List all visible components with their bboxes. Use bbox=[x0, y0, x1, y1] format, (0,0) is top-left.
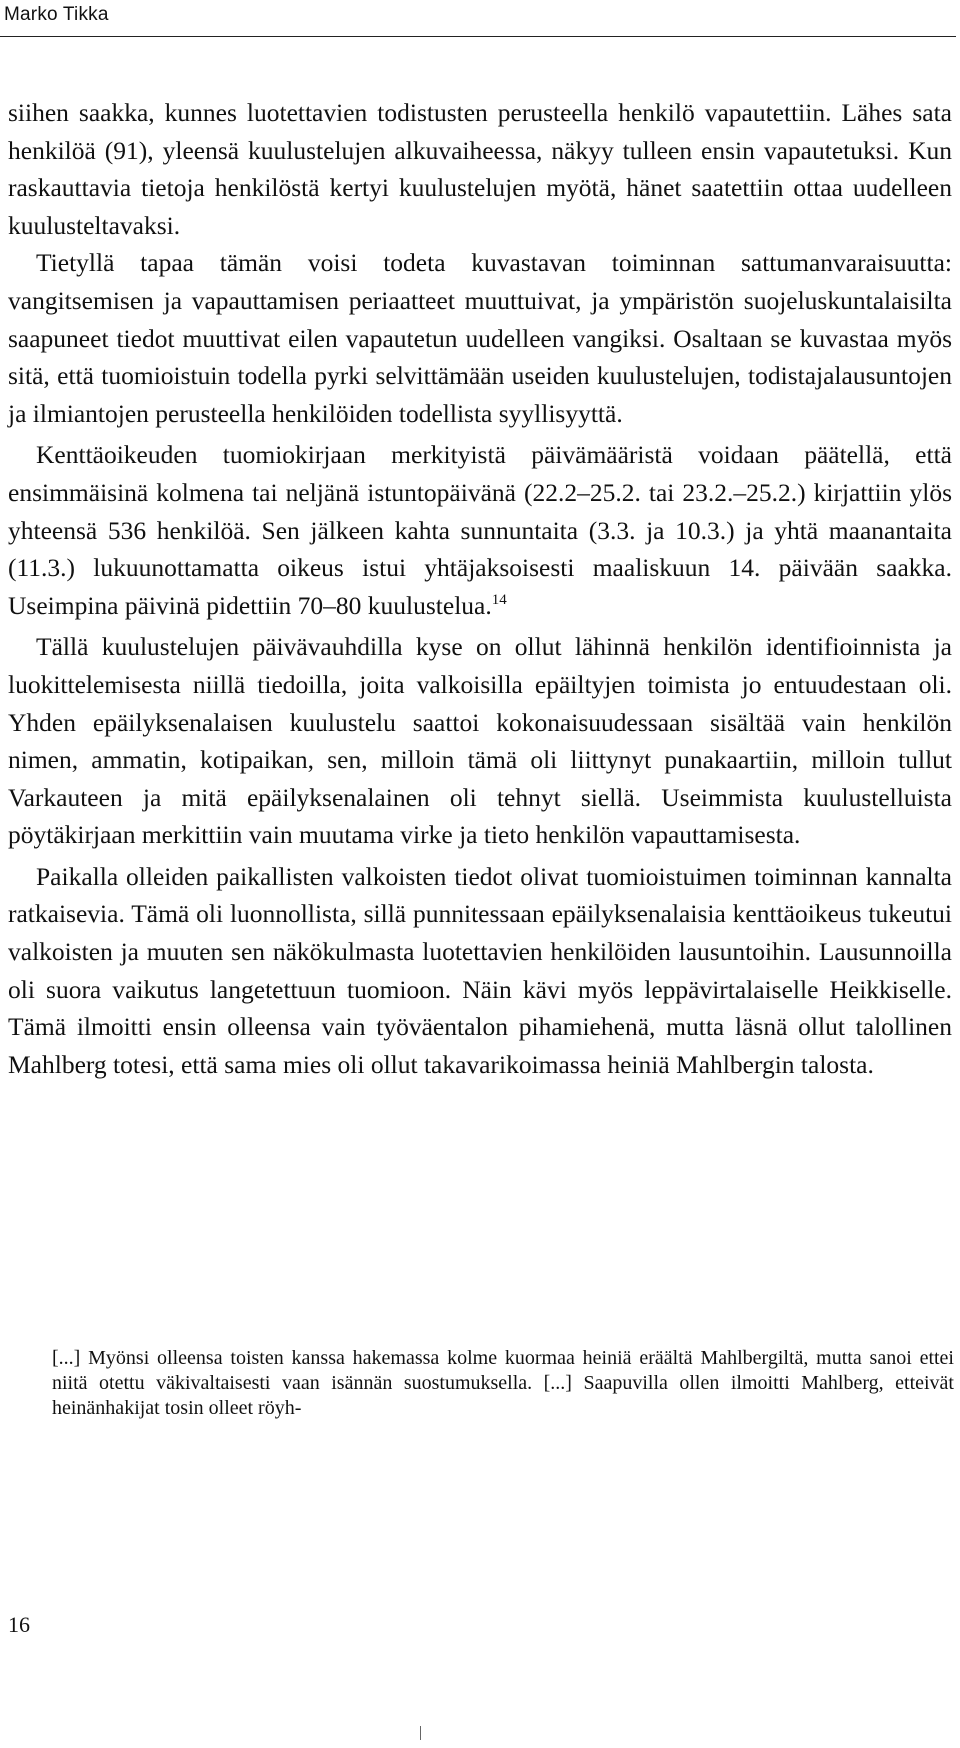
page-number: 16 bbox=[8, 1612, 30, 1637]
paragraph-4: Tällä kuulustelujen päivävauhdilla kyse on ollut lähinnä henkilön identifioinnista ja luokittelemisesta niillä tiedoilla, joita valkoisilla epäiltyjen toimista jo entuudestaan oli. Yhden epäilyksenalaisen kuulustelu saattoi kokonaisuudessaan sisältää vain henkilön nimen, ammatin, kotipaikan, sen, milloin tämä oli liittynyt punakaartiin, milloin tullut Varkauteen ja mitä epäilyksenalainen oli tehnyt siellä. Useimmista kuulustelluista pöytäkirjaan merkittiin vain muutama virke ja tieto henkilön vapauttamisesta. bbox=[8, 632, 952, 850]
paragraph-3 bbox=[8, 436, 952, 624]
paragraph-3-text: Kenttäoikeuden tuomiokirjaan merkityistä päivämääristä voidaan päätellä, että ensimmäisinä kolmena tai neljänä istuntopäivänä (22.2–25.2. tai 23.2.–25.2.) kirjattiin ylös yhteensä 536 henkilöä. Sen jälkeen kahta sunnuntaita (3.3. ja 10.3.) ja yhtä maanantaita (11.3.) lukuunottamatta oikeus istui yhtäjaksoisesti maaliskuun 14. päivään saakka. Useimpina päivinä pidettiin 70–80 kuulustelua. bbox=[8, 440, 952, 620]
paragraph-2: Tietyllä tapaa tämän voisi todeta kuvastavan toiminnan sattumanvaraisuutta: vangitsemisen ja vapauttamisen periaatteet muuttuivat, ja ympäristön suojeluskuntalaisilta saapuneet tiedot muuttivat eilen vapautetun uudelleen vangiksi. Osaltaan se kuvastaa myös sitä, että tuomioistuin todella pyrki selvittämään useiden kuulustelujen, todistajalausuntojen ja ilmiantojen perusteella henkilöiden todellista syyllisyyttä. bbox=[8, 248, 952, 428]
body-text bbox=[8, 94, 952, 1083]
paragraph-1: siihen saakka, kunnes luotettavien todistusten perusteella henkilö vapautettiin. Lähes sata henkilöä (91), yleensä kuulustelujen alkuvaiheessa, näkyy tulleen ensin vapautetuksi. Kun raskauttavia tietoja henkilöstä kertyi kuulustelujen myötä, hänet saatettiin ottaa uudelleen kuulusteltavaksi. bbox=[8, 98, 952, 240]
block-quote: [...] Myönsi olleensa toisten kanssa hakemassa kolme kuormaa heiniä eräältä Mahlbergiltä, mutta sanoi ettei niitä otettu väkivaltaisesti vaan isännän suostumuksella. [...] Saapuvilla ollen ilmoitti Mahlberg, etteivät heinänhakijat tosin olleet röyh- bbox=[52, 1347, 954, 1419]
scan-mark bbox=[420, 1726, 421, 1740]
running-header-author: Marko Tikka bbox=[4, 4, 109, 25]
running-header bbox=[0, 0, 960, 40]
header-rule bbox=[0, 36, 956, 37]
paragraph-5: Paikalla olleiden paikallisten valkoisten tiedot olivat tuomioistuimen toiminnan kannalta ratkaisevia. Tämä oli luonnollista, sillä punnitessaan epäilyksenalaisia kenttäoikeus tukeutui valkoisten ja muuten sen näkökulmasta luotettavien henkilöiden lausuntoihin. Lausunnoilla oli suora vaikutus langetettuun tuomioon. Näin kävi myös leppävirtalaiselle Heikkiselle. Tämä ilmoitti ensin olleensa vain työväentalon pihamiehenä, mutta läsnä ollut talollinen Mahlberg totesi, että sama mies oli ollut takavarikoimassa heiniä Mahlbergin talosta. bbox=[8, 861, 952, 1079]
footnote-reference: 14 bbox=[491, 591, 507, 608]
